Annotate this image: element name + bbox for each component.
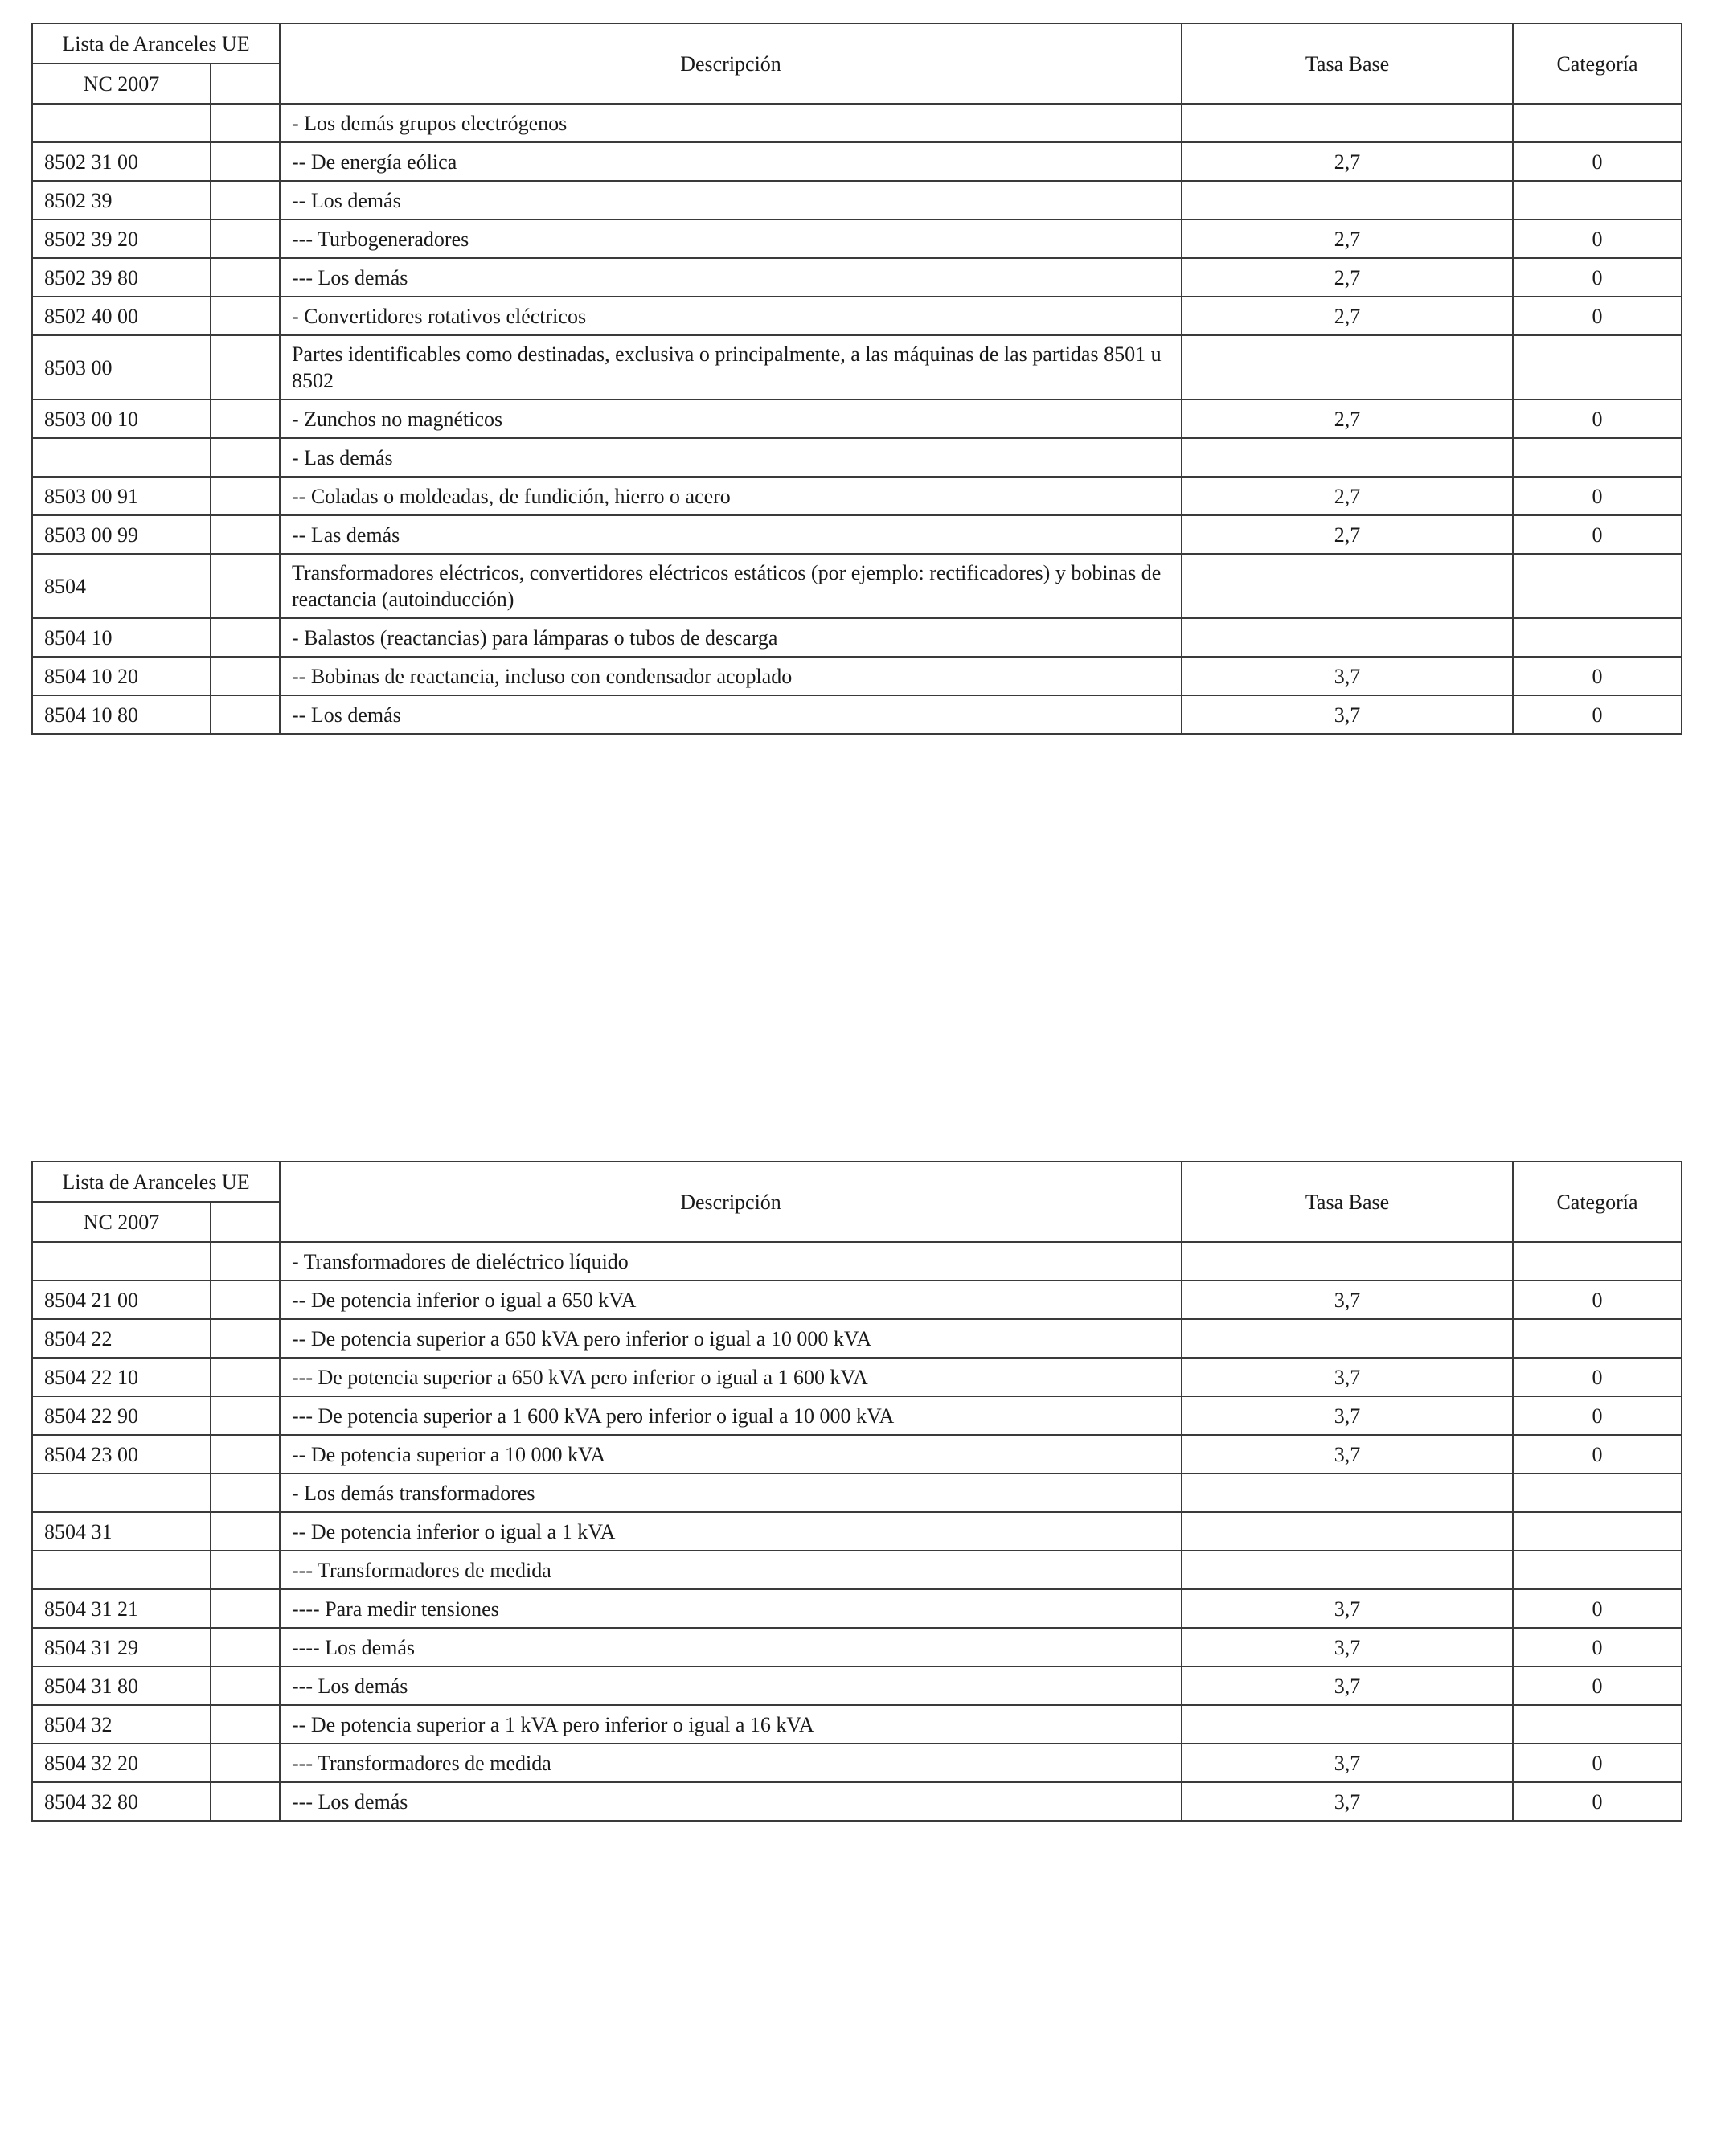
empty-cell [211, 400, 280, 438]
description-cell: -- De potencia inferior o igual a 1 kVA [280, 1512, 1182, 1551]
categoria-cell [1513, 554, 1682, 618]
empty-cell [211, 297, 280, 335]
header-nc-2007: NC 2007 [32, 1202, 211, 1242]
categoria-cell [1513, 1512, 1682, 1551]
empty-cell [211, 104, 280, 142]
cn-code-cell: 8504 31 80 [32, 1666, 211, 1705]
categoria-cell [1513, 1242, 1682, 1281]
description-cell: -- Los demás [280, 181, 1182, 219]
header-empty-cell [211, 1202, 280, 1242]
categoria-cell: 0 [1513, 477, 1682, 515]
header-lista: Lista de Aranceles UE [32, 1162, 280, 1202]
cn-code-cell: 8503 00 [32, 335, 211, 400]
table-row [32, 335, 1682, 400]
empty-cell [211, 1474, 280, 1512]
table-row [32, 1281, 1682, 1319]
empty-cell [211, 515, 280, 554]
categoria-cell: 0 [1513, 1396, 1682, 1435]
empty-cell [211, 1435, 280, 1474]
table-row [32, 1705, 1682, 1744]
tasa-base-cell: 3,7 [1182, 1589, 1513, 1628]
cn-code-cell: 8504 [32, 554, 211, 618]
empty-cell [211, 1396, 280, 1435]
table-row [32, 142, 1682, 181]
cn-code-cell: 8504 32 20 [32, 1744, 211, 1782]
cn-code-cell [32, 104, 211, 142]
categoria-cell [1513, 181, 1682, 219]
table-row [32, 1782, 1682, 1821]
cn-code-cell: 8504 31 21 [32, 1589, 211, 1628]
categoria-cell [1513, 1705, 1682, 1744]
empty-cell [211, 477, 280, 515]
categoria-cell: 0 [1513, 1435, 1682, 1474]
table-row [32, 1358, 1682, 1396]
tasa-base-cell [1182, 104, 1513, 142]
empty-cell [211, 1512, 280, 1551]
description-cell: -- Coladas o moldeadas, de fundición, hierro o acero [280, 477, 1182, 515]
description-cell: Partes identificables como destinadas, exclusiva o principalmente, a las máquinas de las partidas 8501 u 8502 [280, 335, 1182, 400]
cn-code-cell: 8504 10 80 [32, 695, 211, 734]
table-row [32, 554, 1682, 618]
header-empty-cell [211, 64, 280, 104]
description-cell: - Las demás [280, 438, 1182, 477]
tariff-table-1 [31, 23, 1682, 735]
table-row [32, 1435, 1682, 1474]
cn-code-cell: 8504 23 00 [32, 1435, 211, 1474]
description-cell: - Transformadores de dieléctrico líquido [280, 1242, 1182, 1281]
categoria-cell: 0 [1513, 1666, 1682, 1705]
empty-cell [211, 219, 280, 258]
description-cell: -- De potencia superior a 10 000 kVA [280, 1435, 1182, 1474]
empty-cell [211, 1666, 280, 1705]
categoria-cell: 0 [1513, 1281, 1682, 1319]
tasa-base-cell: 2,7 [1182, 515, 1513, 554]
description-cell: -- Las demás [280, 515, 1182, 554]
empty-cell [211, 1281, 280, 1319]
description-cell: --- Transformadores de medida [280, 1551, 1182, 1589]
description-cell: -- De potencia superior a 650 kVA pero inferior o igual a 10 000 kVA [280, 1319, 1182, 1358]
categoria-cell: 0 [1513, 258, 1682, 297]
table-1-body [32, 104, 1682, 734]
description-cell: --- De potencia superior a 1 600 kVA pero inferior o igual a 10 000 kVA [280, 1396, 1182, 1435]
cn-code-cell: 8502 40 00 [32, 297, 211, 335]
categoria-cell: 0 [1513, 400, 1682, 438]
header-nc-2007: NC 2007 [32, 64, 211, 104]
description-cell: - Los demás transformadores [280, 1474, 1182, 1512]
empty-cell [211, 1744, 280, 1782]
description-cell: --- Los demás [280, 1666, 1182, 1705]
categoria-cell: 0 [1513, 219, 1682, 258]
description-cell: - Convertidores rotativos eléctricos [280, 297, 1182, 335]
empty-cell [211, 1358, 280, 1396]
tasa-base-cell: 3,7 [1182, 1281, 1513, 1319]
description-cell: -- De energía eólica [280, 142, 1182, 181]
categoria-cell: 0 [1513, 695, 1682, 734]
tasa-base-cell [1182, 1319, 1513, 1358]
table-row [32, 1396, 1682, 1435]
tasa-base-cell: 3,7 [1182, 1744, 1513, 1782]
cn-code-cell: 8504 31 [32, 1512, 211, 1551]
empty-cell [211, 618, 280, 657]
cn-code-cell: 8502 39 80 [32, 258, 211, 297]
cn-code-cell [32, 1242, 211, 1281]
description-cell: Transformadores eléctricos, convertidores eléctricos estáticos (por ejemplo: rectificadores) y bobinas de reactancia (autoinducción) [280, 554, 1182, 618]
table-row [32, 657, 1682, 695]
categoria-cell: 0 [1513, 1782, 1682, 1821]
categoria-cell [1513, 335, 1682, 400]
cn-code-cell: 8504 32 80 [32, 1782, 211, 1821]
description-cell: --- Los demás [280, 1782, 1182, 1821]
cn-code-cell: 8502 39 20 [32, 219, 211, 258]
tasa-base-cell [1182, 618, 1513, 657]
categoria-cell [1513, 618, 1682, 657]
tasa-base-cell [1182, 1242, 1513, 1281]
tasa-base-cell: 3,7 [1182, 1396, 1513, 1435]
categoria-cell: 0 [1513, 297, 1682, 335]
table-row [32, 219, 1682, 258]
description-cell: -- De potencia inferior o igual a 650 kVA [280, 1281, 1182, 1319]
empty-cell [211, 1628, 280, 1666]
cn-code-cell: 8503 00 99 [32, 515, 211, 554]
tasa-base-cell [1182, 554, 1513, 618]
empty-cell [211, 1782, 280, 1821]
description-cell: - Los demás grupos electrógenos [280, 104, 1182, 142]
description-cell: -- Bobinas de reactancia, incluso con condensador acoplado [280, 657, 1182, 695]
tasa-base-cell [1182, 1551, 1513, 1589]
cn-code-cell [32, 1474, 211, 1512]
table-row [32, 104, 1682, 142]
table-row [32, 695, 1682, 734]
cn-code-cell: 8504 21 00 [32, 1281, 211, 1319]
cn-code-cell: 8502 31 00 [32, 142, 211, 181]
empty-cell [211, 695, 280, 734]
description-cell: ---- Los demás [280, 1628, 1182, 1666]
table-row [32, 1319, 1682, 1358]
empty-cell [211, 438, 280, 477]
cn-code-cell: 8504 10 20 [32, 657, 211, 695]
empty-cell [211, 1242, 280, 1281]
empty-cell [211, 1705, 280, 1744]
cn-code-cell [32, 1551, 211, 1589]
tasa-base-cell [1182, 438, 1513, 477]
cn-code-cell: 8504 22 10 [32, 1358, 211, 1396]
description-cell: --- De potencia superior a 650 kVA pero inferior o igual a 1 600 kVA [280, 1358, 1182, 1396]
empty-cell [211, 1319, 280, 1358]
tasa-base-cell: 3,7 [1182, 1435, 1513, 1474]
description-cell: --- Transformadores de medida [280, 1744, 1182, 1782]
table-row [32, 1589, 1682, 1628]
table-row [32, 1551, 1682, 1589]
empty-cell [211, 258, 280, 297]
table-row [32, 1628, 1682, 1666]
tasa-base-cell [1182, 335, 1513, 400]
header-categoria: Categoría [1513, 23, 1682, 104]
categoria-cell: 0 [1513, 142, 1682, 181]
description-cell: - Balastos (reactancias) para lámparas o tubos de descarga [280, 618, 1182, 657]
categoria-cell [1513, 104, 1682, 142]
tasa-base-cell: 3,7 [1182, 1666, 1513, 1705]
header-descripcion: Descripción [280, 1162, 1182, 1242]
cn-code-cell: 8503 00 91 [32, 477, 211, 515]
description-cell: -- Los demás [280, 695, 1182, 734]
categoria-cell: 0 [1513, 657, 1682, 695]
header-lista: Lista de Aranceles UE [32, 23, 280, 64]
tasa-base-cell: 2,7 [1182, 219, 1513, 258]
tasa-base-cell [1182, 1705, 1513, 1744]
header-tasa-base: Tasa Base [1182, 23, 1513, 104]
empty-cell [211, 1589, 280, 1628]
empty-cell [211, 657, 280, 695]
cn-code-cell: 8502 39 [32, 181, 211, 219]
table-row [32, 1512, 1682, 1551]
description-cell: ---- Para medir tensiones [280, 1589, 1182, 1628]
description-cell: - Zunchos no magnéticos [280, 400, 1182, 438]
categoria-cell [1513, 438, 1682, 477]
tasa-base-cell [1182, 1474, 1513, 1512]
categoria-cell [1513, 1474, 1682, 1512]
categoria-cell [1513, 1319, 1682, 1358]
table-row [32, 477, 1682, 515]
categoria-cell: 0 [1513, 1358, 1682, 1396]
tasa-base-cell: 3,7 [1182, 657, 1513, 695]
cn-code-cell [32, 438, 211, 477]
header-tasa-base: Tasa Base [1182, 1162, 1513, 1242]
tasa-base-cell [1182, 181, 1513, 219]
empty-cell [211, 142, 280, 181]
tariff-table-2 [31, 1161, 1682, 1822]
tasa-base-cell: 3,7 [1182, 1358, 1513, 1396]
tasa-base-cell: 2,7 [1182, 400, 1513, 438]
tasa-base-cell: 3,7 [1182, 1628, 1513, 1666]
categoria-cell: 0 [1513, 1628, 1682, 1666]
table-row [32, 515, 1682, 554]
header-categoria: Categoría [1513, 1162, 1682, 1242]
tasa-base-cell: 2,7 [1182, 477, 1513, 515]
table-row [32, 1744, 1682, 1782]
description-cell: -- De potencia superior a 1 kVA pero inferior o igual a 16 kVA [280, 1705, 1182, 1744]
categoria-cell [1513, 1551, 1682, 1589]
tasa-base-cell: 2,7 [1182, 297, 1513, 335]
table-row [32, 438, 1682, 477]
table-2-body [32, 1242, 1682, 1821]
categoria-cell: 0 [1513, 1589, 1682, 1628]
table-row [32, 1242, 1682, 1281]
table-row [32, 181, 1682, 219]
tasa-base-cell [1182, 1512, 1513, 1551]
description-cell: --- Los demás [280, 258, 1182, 297]
tasa-base-cell: 2,7 [1182, 142, 1513, 181]
tasa-base-cell: 2,7 [1182, 258, 1513, 297]
cn-code-cell: 8504 31 29 [32, 1628, 211, 1666]
cn-code-cell: 8504 32 [32, 1705, 211, 1744]
categoria-cell: 0 [1513, 1744, 1682, 1782]
header-descripcion: Descripción [280, 23, 1182, 104]
empty-cell [211, 1551, 280, 1589]
table-row [32, 1666, 1682, 1705]
description-cell: --- Turbogeneradores [280, 219, 1182, 258]
cn-code-cell: 8504 22 90 [32, 1396, 211, 1435]
cn-code-cell: 8504 22 [32, 1319, 211, 1358]
table-row [32, 400, 1682, 438]
table-row [32, 258, 1682, 297]
empty-cell [211, 335, 280, 400]
tasa-base-cell: 3,7 [1182, 695, 1513, 734]
tasa-base-cell: 3,7 [1182, 1782, 1513, 1821]
categoria-cell: 0 [1513, 515, 1682, 554]
cn-code-cell: 8503 00 10 [32, 400, 211, 438]
cn-code-cell: 8504 10 [32, 618, 211, 657]
empty-cell [211, 181, 280, 219]
empty-cell [211, 554, 280, 618]
table-row [32, 1474, 1682, 1512]
table-row [32, 297, 1682, 335]
table-row [32, 618, 1682, 657]
